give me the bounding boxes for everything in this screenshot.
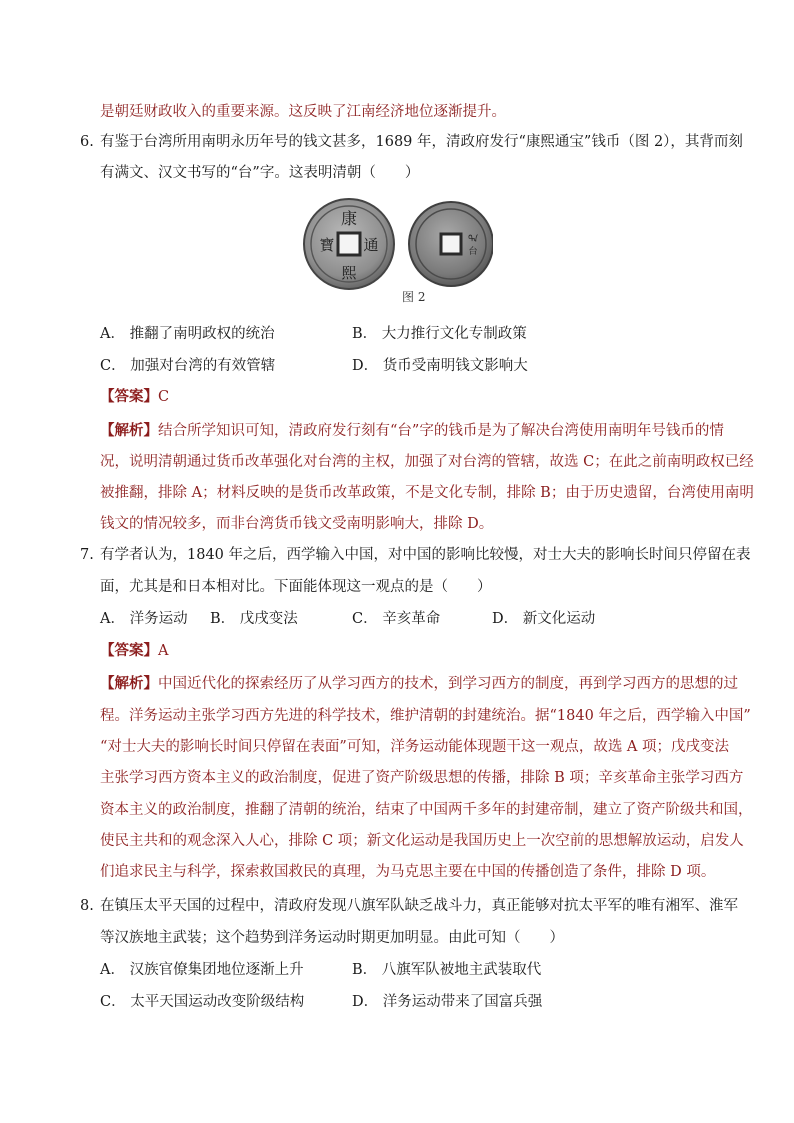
question-7-option-d[interactable]: D． 新文化运动 bbox=[492, 611, 596, 627]
question-7-analysis-line1: 【解析】中国近代化的探索经历了从学习西方的技术，到学习西方的制度，再到学习西方的思想的过 bbox=[100, 675, 738, 692]
question-6-analysis-line3: 被推翻，排除 A；材料反映的是货币改革政策，不是文化专制，排除 B；由于历史遗留，台湾使用南明 bbox=[100, 485, 754, 501]
question-7-analysis-line6: 使民主共和的观念深入人心，排除 C 项；新文化运动是我国历史上一次空前的思想解放运动，启发人 bbox=[100, 833, 744, 849]
question-7-analysis-line3: “对士大夫的影响长时间只停留在表面”可知，洋务运动能体现题干这一观点，故选 A 项；戊戌变法 bbox=[100, 739, 730, 755]
analysis-label: 【解析】 bbox=[100, 422, 158, 439]
coin-figure bbox=[303, 198, 493, 306]
question-6-option-b[interactable]: B． 大力推行文化专制政策 bbox=[352, 326, 527, 342]
question-6-number: 6. bbox=[80, 134, 94, 150]
question-7-stem-line1: 有学者认为，1840 年之后，西学输入中国，对中国的影响比较慢，对士大夫的影响长时间只停留在表 bbox=[100, 547, 751, 563]
question-6-analysis-line4: 钱文的情况较多，而非台湾货币钱文受南明影响大，排除 D。 bbox=[100, 516, 494, 532]
coin-image bbox=[303, 198, 493, 306]
question-7-answer: 【答案】A bbox=[100, 642, 169, 659]
question-7-analysis-line2: 程。洋务运动主张学习西方先进的科学技术，维护清朝的封建统治。据“1840 年之后，西学输入中国” bbox=[100, 708, 751, 724]
svg-text:ᠲᠠ: ᠲᠠ bbox=[468, 235, 478, 245]
question-7-option-b[interactable]: B． 戊戌变法 bbox=[210, 611, 298, 627]
question-8-option-d[interactable]: D． 洋务运动带来了国富兵强 bbox=[352, 994, 543, 1010]
answer-label: 【答案】 bbox=[100, 388, 158, 405]
question-7-analysis-line5: 资本主义的政治制度，推翻了清朝的统治，结束了中国两千多年的封建帝制，建立了资产阶级共和国， bbox=[100, 802, 753, 818]
question-6-stem-line2: 有满文、汉文书写的“台”字。这表明清朝（ ） bbox=[100, 165, 420, 181]
previous-analysis-tail: 是朝廷财政收入的重要来源。这反映了江南经济地位逐渐提升。 bbox=[100, 104, 506, 120]
question-6-option-c[interactable]: C． 加强对台湾的有效管辖 bbox=[100, 358, 276, 374]
coin-char-top: 康 bbox=[340, 209, 358, 228]
question-6-stem-line1: 有鉴于台湾所用南明永历年号的钱文甚多，1689 年，清政府发行“康熙通宝”钱币（图 2），其背而刻 bbox=[100, 134, 743, 150]
question-8-stem-line1: 在镇压太平天国的过程中，清政府发现八旗军队缺乏战斗力，真正能够对抗太平军的唯有湘军、淮军 bbox=[100, 898, 738, 914]
svg-text:台: 台 bbox=[468, 247, 478, 257]
question-6-analysis-line2: 况，说明清朝通过货币改革强化对台湾的主权，加强了对台湾的管辖，故选 C；在此之前南明政权已经 bbox=[100, 454, 754, 470]
question-7-option-a[interactable]: A． 洋务运动 bbox=[100, 611, 188, 627]
question-6-analysis-line1: 【解析】结合所学知识可知，清政府发行刻有“台”字的钱币是为了解决台湾使用南明年号钱币的情 bbox=[100, 422, 724, 439]
question-8-stem-line2: 等汉族地主武装；这个趋势到洋务运动时期更加明显。由此可知（ ） bbox=[100, 930, 564, 946]
question-8-number: 8. bbox=[80, 898, 94, 914]
question-6-option-d[interactable]: D． 货币受南明钱文影响大 bbox=[352, 358, 528, 374]
question-8-option-c[interactable]: C． 太平天国运动改变阶级结构 bbox=[100, 994, 305, 1010]
question-7-option-c[interactable]: C． 辛亥革命 bbox=[352, 611, 441, 627]
question-7-stem-line2: 面，尤其是和日本相对比。下面能体现这一观点的是（ ） bbox=[100, 579, 492, 595]
question-7-analysis-line4: 主张学习西方资本主义的政治制度，促进了资产阶级思想的传播，排除 B 项；辛亥革命主张学习西方 bbox=[100, 770, 744, 786]
question-7-number: 7. bbox=[80, 547, 94, 563]
question-8-option-a[interactable]: A． 汉族官僚集团地位逐渐上升 bbox=[100, 962, 304, 978]
question-6-option-a[interactable]: A． 推翻了南明政权的统治 bbox=[100, 326, 275, 342]
coin-char-left: 寶 bbox=[319, 236, 335, 254]
answer-value: C bbox=[158, 389, 170, 405]
coin-char-bottom: 熙 bbox=[341, 264, 357, 282]
figure-caption: 图 2 bbox=[402, 290, 426, 304]
question-8-option-b[interactable]: B． 八旗军队被地主武装取代 bbox=[352, 962, 542, 978]
coin-char-right: 通 bbox=[363, 236, 379, 254]
question-7-analysis-line7: 们追求民主与科学，探索救国救民的真理，为马克思主要在中国的传播创造了条件，排除 D 项。 bbox=[100, 864, 716, 880]
question-6-answer bbox=[100, 387, 730, 407]
